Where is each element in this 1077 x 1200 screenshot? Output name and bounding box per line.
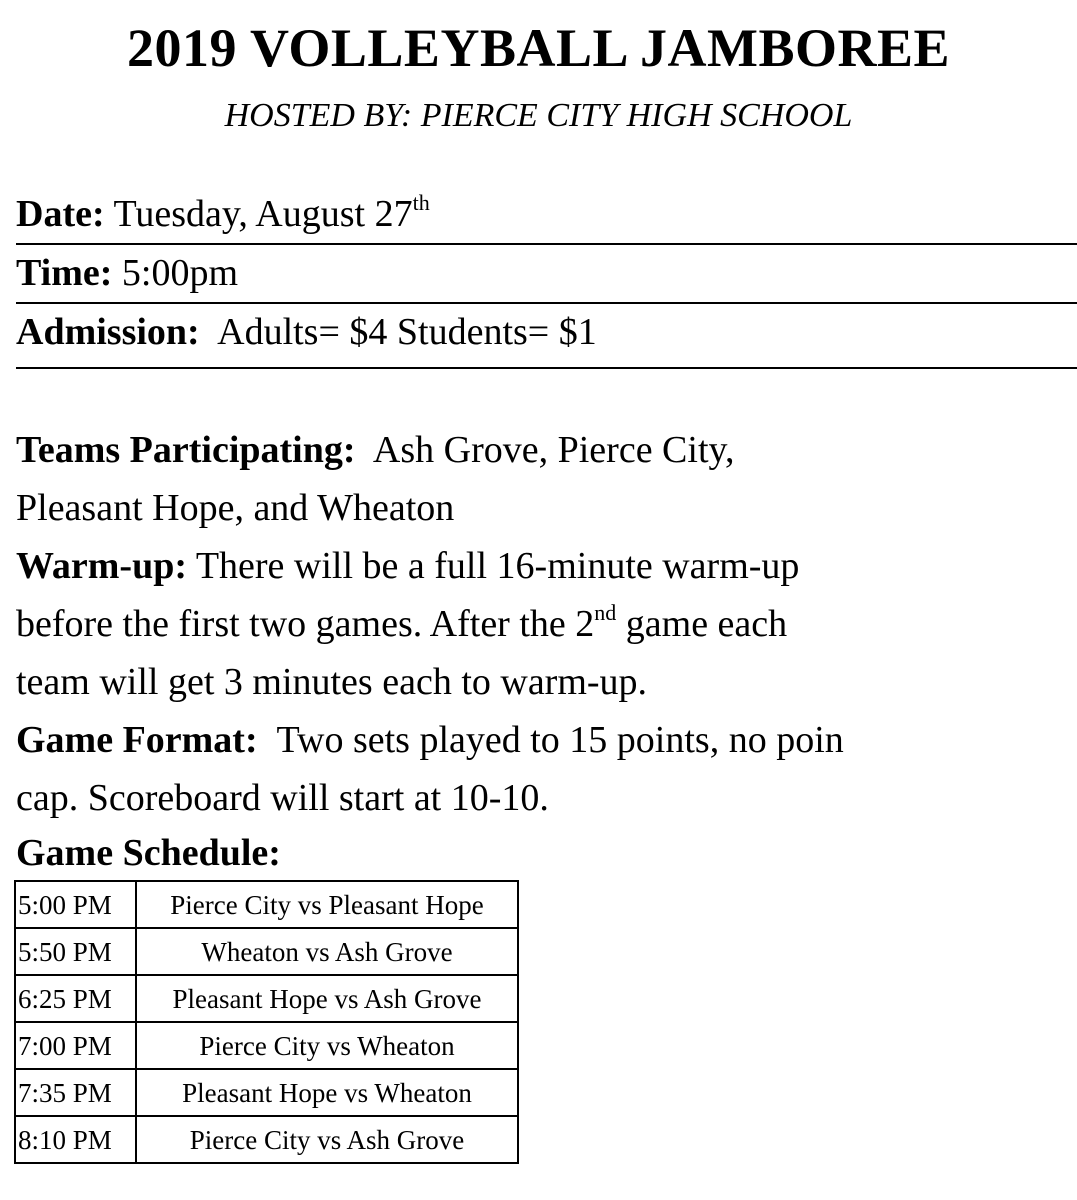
- game-matchup: Pleasant Hope vs Wheaton: [136, 1069, 518, 1116]
- warmup-text-2b: game each: [616, 603, 788, 645]
- time-label: Time:: [16, 252, 113, 294]
- date-label: Date:: [16, 193, 105, 235]
- table-row: [15, 1022, 518, 1069]
- warmup-label: Warm-up:: [16, 545, 187, 587]
- format-text-1: Two sets played to 15 points, no poin: [276, 719, 844, 761]
- time-row: [16, 245, 1077, 304]
- teams-line-1: [16, 421, 1077, 479]
- warmup-line-3: team will get 3 minutes each to warm-up.: [16, 661, 648, 703]
- game-time: 5:50 PM: [15, 928, 136, 975]
- date-row: [16, 186, 1077, 245]
- warmup-sup: nd: [594, 600, 617, 625]
- table-row: [15, 975, 518, 1022]
- warmup-line-2: [16, 595, 1077, 653]
- table-row: [15, 1069, 518, 1116]
- teams-text-1: Ash Grove, Pierce City,: [372, 429, 735, 471]
- format-line-1: [16, 711, 1077, 769]
- game-matchup: Pierce City vs Pleasant Hope: [136, 881, 518, 928]
- game-time: 7:00 PM: [15, 1022, 136, 1069]
- date-value: Tuesday, August 27: [113, 193, 413, 235]
- teams-label: Teams Participating:: [16, 429, 356, 471]
- admission-label: Admission:: [16, 311, 200, 353]
- warmup-text-1: There will be a full 16-minute warm-up: [195, 545, 800, 587]
- format-label: Game Format:: [16, 719, 258, 761]
- game-matchup: Pleasant Hope vs Ash Grove: [136, 975, 518, 1022]
- table-row: [15, 1116, 518, 1163]
- schedule-table: [14, 880, 519, 1164]
- game-time: 5:00 PM: [15, 881, 136, 928]
- admission-row: [16, 304, 1077, 369]
- game-matchup: Pierce City vs Ash Grove: [136, 1116, 518, 1163]
- game-time: 7:35 PM: [15, 1069, 136, 1116]
- table-row: [15, 881, 518, 928]
- details-block: [16, 421, 1077, 827]
- time-value: 5:00pm: [121, 252, 239, 294]
- warmup-text-2a: before the first two games. After the 2: [16, 603, 595, 645]
- date-suffix: th: [412, 190, 430, 215]
- game-matchup: Wheaton vs Ash Grove: [136, 928, 518, 975]
- game-time: 8:10 PM: [15, 1116, 136, 1163]
- page-title: 2019 VOLLEYBALL JAMBOREE: [126, 18, 951, 78]
- table-row: [15, 928, 518, 975]
- game-time: 6:25 PM: [15, 975, 136, 1022]
- teams-line-2: Pleasant Hope, and Wheaton: [16, 487, 455, 529]
- game-matchup: Pierce City vs Wheaton: [136, 1022, 518, 1069]
- admission-value: Adults= $4 Students= $1: [217, 311, 597, 353]
- warmup-line-1: [16, 537, 1077, 595]
- format-line-2: cap. Scoreboard will start at 10-10.: [16, 777, 549, 819]
- host-subtitle: HOSTED BY: PIERCE CITY HIGH SCHOOL: [224, 97, 853, 134]
- schedule-title: Game Schedule:: [16, 832, 281, 874]
